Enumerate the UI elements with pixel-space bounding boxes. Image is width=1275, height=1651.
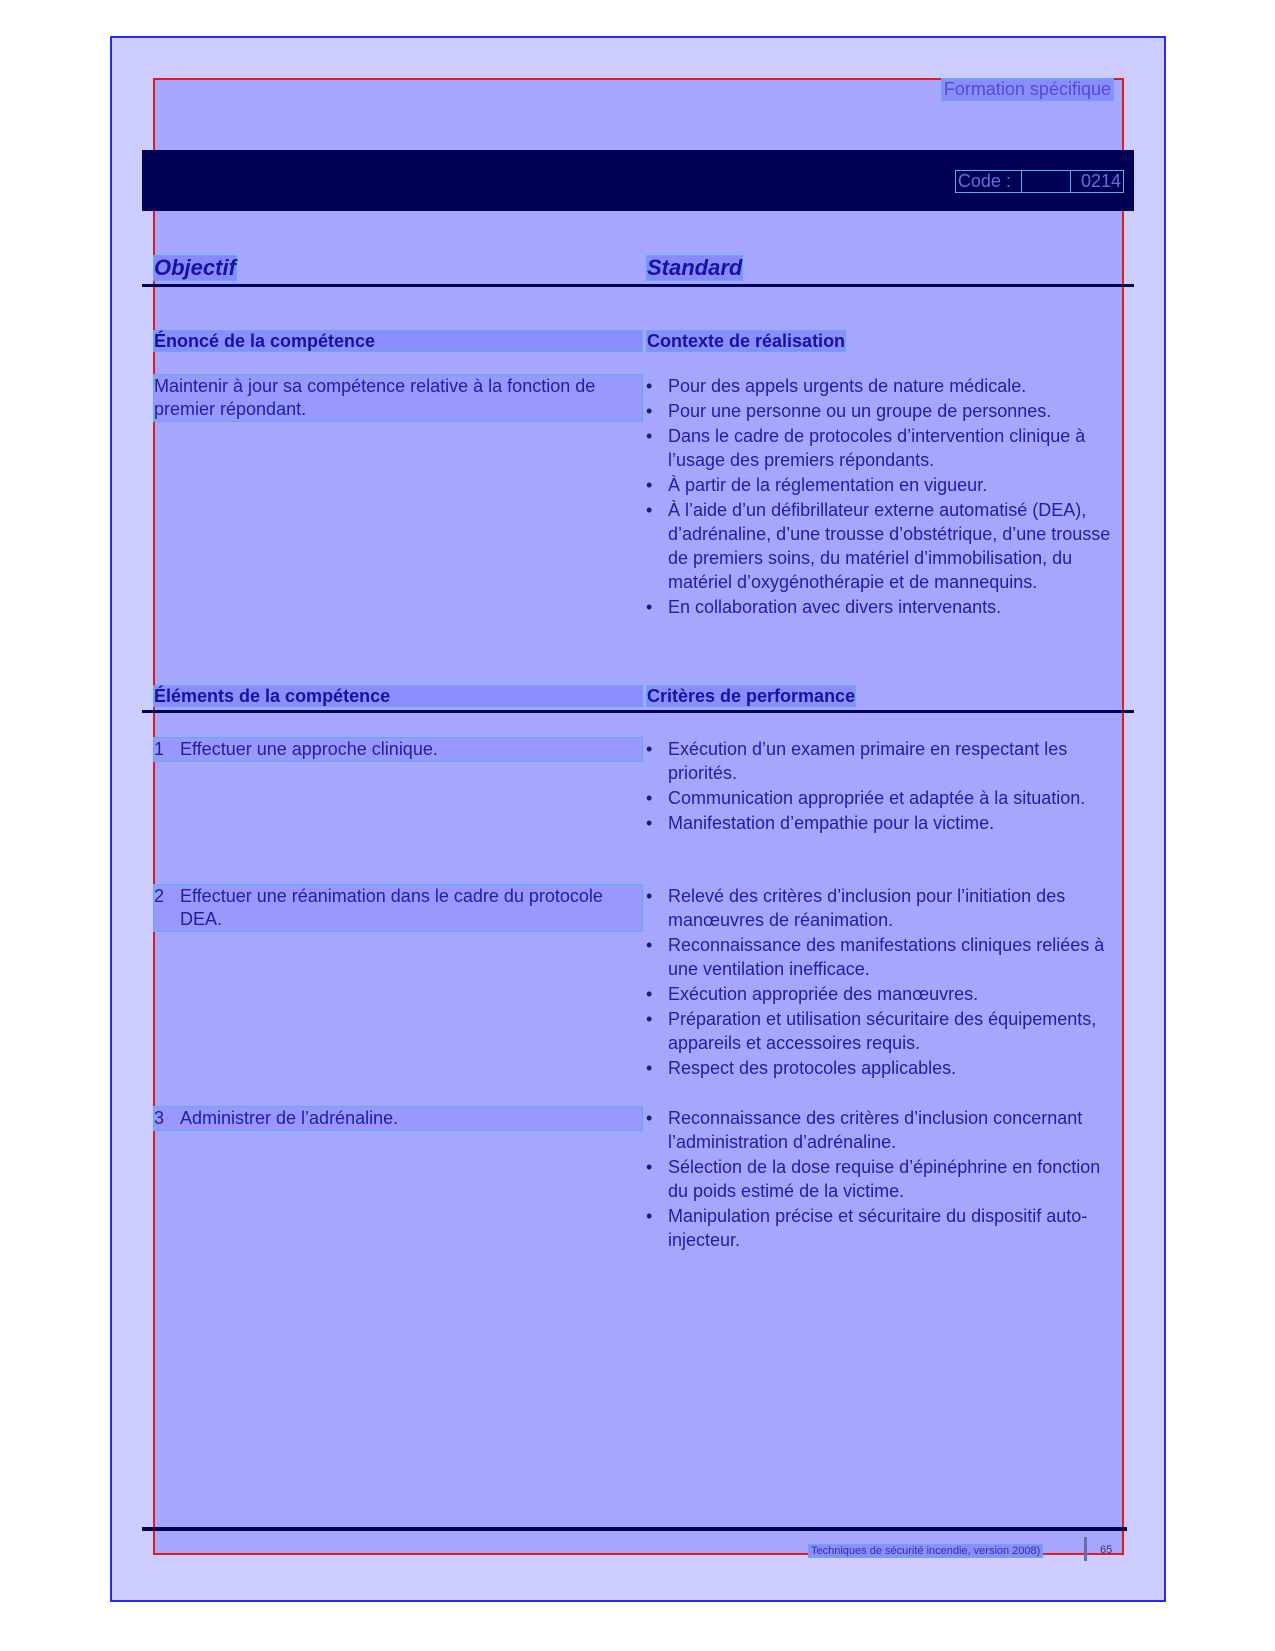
list-item: • Exécution d’un examen primaire en respectant les priorités.: [646, 737, 1116, 785]
divider-middle: [142, 710, 1134, 713]
element-2: 2 Effectuer une réanimation dans le cadre du protocole DEA.: [153, 884, 643, 932]
criteria-list-1: [646, 737, 1116, 835]
code-value: 0214: [1080, 171, 1121, 191]
list-item: • Respect des protocoles applicables.: [646, 1056, 1116, 1080]
competence-text: Maintenir à jour sa compétence relative à la fonction de premier répondant.: [153, 374, 643, 422]
footer-divider: [142, 1527, 1127, 1531]
list-item: • Reconnaissance des manifestations cliniques reliées à une ventilation inefficace.: [646, 933, 1116, 981]
list-item: • Reconnaissance des critères d’inclusion concernant l’administration d’adrénaline.: [646, 1106, 1116, 1154]
element-3: 3 Administrer de l’adrénaline.: [153, 1106, 643, 1131]
context-list: [646, 374, 1116, 619]
list-item: • Sélection de la dose requise d’épinéphrine en fonction du poids estimé de la victime.: [646, 1155, 1116, 1203]
list-item: • En collaboration avec divers intervenants.: [646, 595, 1116, 619]
element-1: 1 Effectuer une approche clinique.: [153, 737, 643, 762]
list-item: • Pour une personne ou un groupe de personnes.: [646, 399, 1116, 423]
list-item: • À l’aide d’un défibrillateur externe automatisé (DEA), d’adrénaline, d’une trousse d’obstétrique, d’une trousse de premiers soins, du matériel d’immobilisation, du matériel d’oxygénothérapie et de mannequins.: [646, 498, 1116, 594]
list-item: • Préparation et utilisation sécuritaire des équipements, appareils et accessoires requis.: [646, 1007, 1116, 1055]
criteria-title: Critères de performance: [647, 686, 856, 706]
footer-text: Techniques de sécurité incendie, version 2008): [808, 1544, 1043, 1558]
criteria-list-2: [646, 884, 1116, 1080]
list-item: • À partir de la réglementation en vigueur.: [646, 473, 1116, 497]
heading-standard: Standard: [647, 255, 743, 280]
list-item: • Pour des appels urgents de nature médicale.: [646, 374, 1116, 398]
elements-title: Éléments de la compétence: [153, 685, 643, 707]
list-item: • Manipulation précise et sécuritaire du dispositif auto-injecteur.: [646, 1204, 1116, 1252]
list-item: • Manifestation d’empathie pour la victime.: [646, 811, 1116, 835]
context-title: Contexte de réalisation: [647, 331, 846, 351]
list-item: • Relevé des critères d’inclusion pour l’initiation des manœuvres de réanimation.: [646, 884, 1116, 932]
title-banner: [142, 150, 1134, 211]
footer-separator: [1084, 1537, 1087, 1561]
criteria-list-3: [646, 1106, 1116, 1252]
program-code: [955, 170, 1124, 193]
list-item: • Exécution appropriée des manœuvres.: [646, 982, 1116, 1006]
list-item: • Dans le cadre de protocoles d’intervention clinique à l’usage des premiers répondants.: [646, 424, 1116, 472]
heading-objective: Objectif: [154, 255, 236, 280]
page-number: 65: [1100, 1544, 1113, 1556]
divider-top: [142, 284, 1134, 287]
header-label: Formation spécifique: [941, 78, 1114, 101]
list-item: • Communication appropriée et adaptée à la situation.: [646, 786, 1116, 810]
competence-title: Énoncé de la compétence: [153, 330, 643, 352]
code-label: Code :: [957, 171, 1011, 191]
